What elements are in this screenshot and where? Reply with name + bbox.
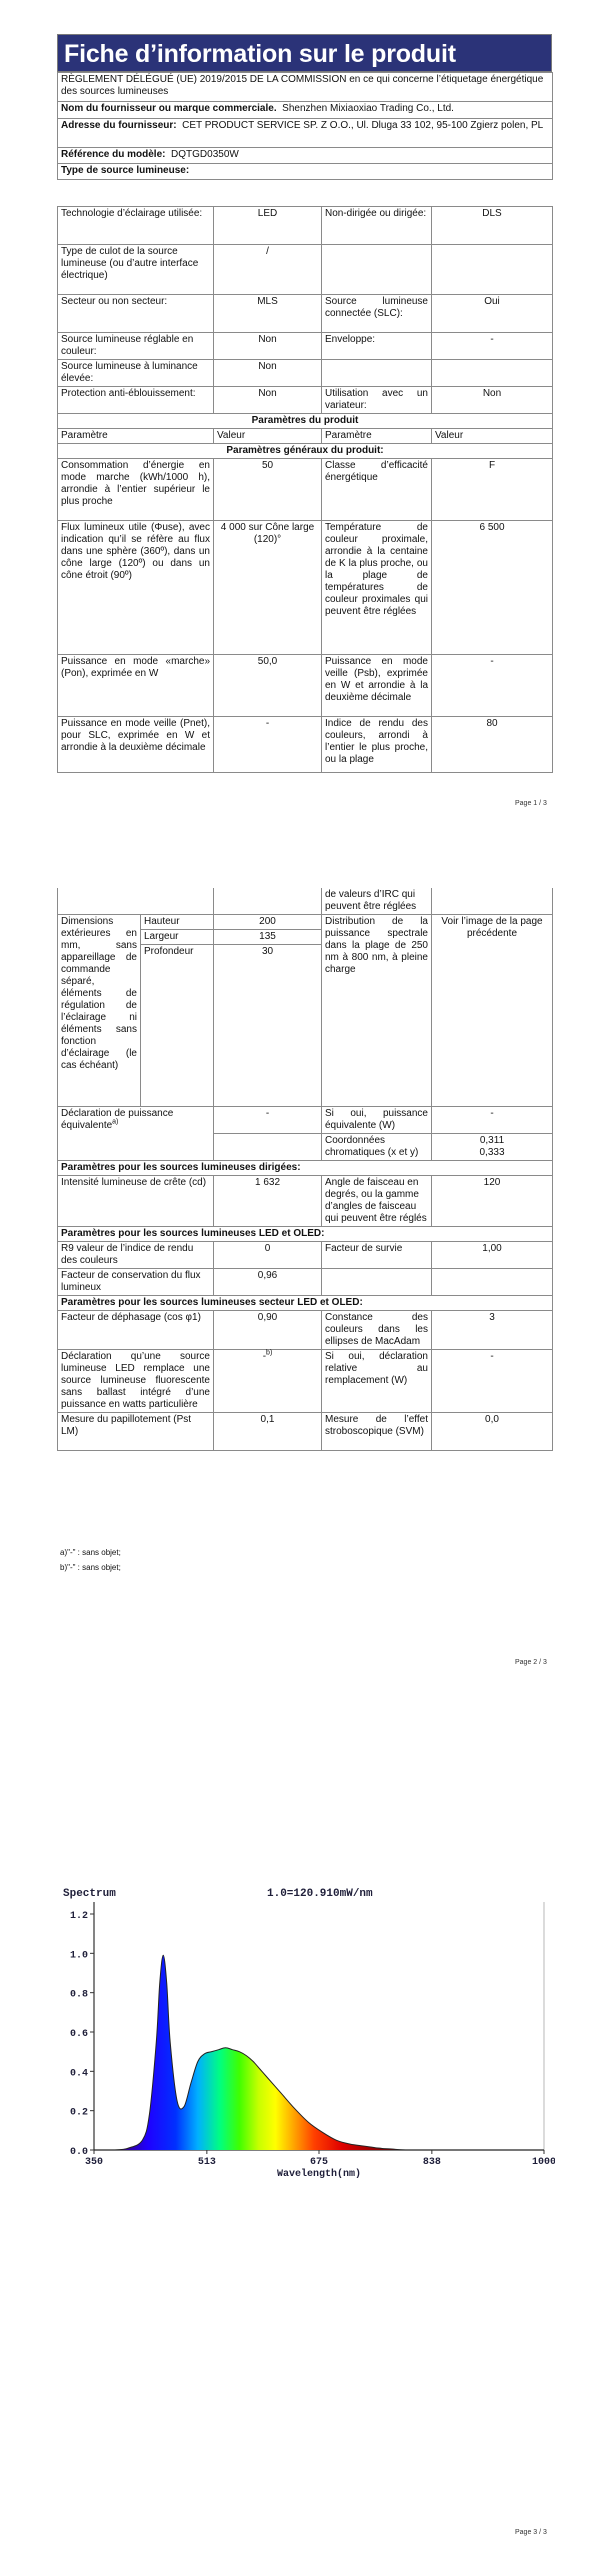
equiv2-value: - (432, 1107, 553, 1134)
type-label: Enveloppe: (322, 333, 432, 360)
empty-cell (432, 1269, 553, 1296)
model-row (58, 148, 553, 164)
chroma-y: 0,333 (479, 1147, 505, 1158)
type-value: - (432, 333, 553, 360)
param-label: Puissance en mode veille (Pnet), pour SLC, exprimée en W et arrondie à la deuxième décimale (58, 717, 214, 773)
mains-row (58, 1350, 553, 1413)
spd-label: Distribution de la puissance spectrale dans la plage de 250 nm à 800 nm, à pleine charge (322, 915, 432, 1107)
empty-cell (432, 888, 553, 915)
equiv2-label: Si oui, puissance équivalente (W) (322, 1107, 432, 1134)
replace-label: Déclaration qu’une source lumineuse LED remplace une source lumineuse fluorescente sans ballast intégré d’une puissance en watts particulière (58, 1350, 214, 1413)
dim-name: Largeur (141, 930, 214, 945)
y-tick-label: 1.2 (69, 1911, 88, 1922)
dim-value: 135 (214, 930, 322, 945)
type-value: Oui (432, 295, 553, 333)
y-tick-label: 0.0 (69, 2147, 88, 2158)
type-label: Source lumineuse à luminance élevée: (58, 360, 214, 387)
x-tick-label: 675 (309, 2157, 329, 2168)
col-param: Paramètre (322, 429, 432, 444)
type-row (58, 360, 553, 387)
general-row (58, 521, 553, 655)
general-row (58, 717, 553, 773)
svm-value: 0,0 (432, 1413, 553, 1451)
param-label: Classe d’efficacité énergétique (322, 459, 432, 521)
type-value: Non (432, 387, 553, 414)
param-value: 50,0 (214, 655, 322, 717)
directed-header: Paramètres pour les sources lumineuses dirigées: (58, 1161, 553, 1176)
r9-value: 0 (214, 1242, 322, 1269)
spectrum-svg (57, 1882, 555, 2182)
param-value: - (214, 717, 322, 773)
chroma-x: 0,311 (479, 1135, 505, 1146)
beam-label: Angle de faisceau en degrés, ou la gamme d’angles de faisceau qui peuvent être réglés (322, 1176, 432, 1227)
chroma-label: Coordonnées chromatiques (x et y) (322, 1134, 432, 1161)
spd-value: Voir l’image de la page précédente (432, 915, 553, 1107)
empty-cell (214, 888, 322, 915)
param-value: 4 000 sur Cône large (120)° (214, 521, 322, 655)
replace2-value: - (432, 1350, 553, 1413)
params-colhead-row (58, 429, 553, 444)
type-value: / (214, 245, 322, 295)
y-tick-label: 0.4 (69, 2068, 88, 2080)
chroma-values (432, 1134, 553, 1161)
model-value: DQTGD0350W (171, 149, 239, 160)
macadam-label: Constance des couleurs dans les ellipses de MacAdam (322, 1311, 432, 1350)
lumcons-label: Facteur de conservation du flux lumineux (58, 1269, 214, 1296)
type-label (322, 360, 432, 387)
dim-value: 200 (214, 915, 322, 930)
x-axis-label: Wavelength(nm) (276, 2169, 362, 2180)
type-value: Non (214, 333, 322, 360)
pst-label: Mesure du papillotement (Pst LM) (58, 1413, 214, 1451)
dim-value: 30 (214, 945, 322, 1107)
type-value: LED (214, 207, 322, 245)
macadam-value: 3 (432, 1311, 553, 1350)
param-label: Température de couleur proximale, arrondie à la centaine de K la plus proche, ou la plage de températures de couleur proximales qui peuvent être réglées (322, 521, 432, 655)
document-title: Fiche d’information sur le produit (64, 40, 456, 68)
mains-row (58, 1413, 553, 1451)
page-number: Page 2 / 3 (515, 1659, 547, 1666)
param-label: Indice de rendu des couleurs, arrondi à l’entier le plus proche, ou la plage (322, 717, 432, 773)
col-value: Valeur (214, 429, 322, 444)
type-row (58, 207, 553, 245)
mains-header-row (58, 1296, 553, 1311)
param-value: F (432, 459, 553, 521)
model-label: Référence du modèle: (61, 149, 166, 160)
params-header: Paramètres du produit (58, 414, 553, 429)
x-tick-label: 513 (197, 2157, 216, 2168)
phase-value: 0,90 (214, 1311, 322, 1350)
type-label: Non-dirigée ou dirigée: (322, 207, 432, 245)
page2-table (57, 888, 553, 1451)
empty-cell (214, 1134, 322, 1161)
col-value: Valeur (432, 429, 553, 444)
x-tick-label: 838 (422, 2157, 441, 2168)
equiv-label (58, 1107, 214, 1161)
svm-label: Mesure de l’effet stroboscopique (SVM) (322, 1413, 432, 1451)
surv-value: 1,00 (432, 1242, 553, 1269)
replace-value-cell (214, 1350, 322, 1413)
type-label: Utilisation avec un variateur: (322, 387, 432, 414)
type-label: Technologie d’éclairage utilisée: (58, 207, 214, 245)
type-label: Type de culot de la source lumineuse (ou d’autre interface électrique) (58, 245, 214, 295)
mains-header: Paramètres pour les sources lumineuses secteur LED et OLED: (58, 1296, 553, 1311)
dims-label: Dimensions extérieures en mm, sans appareillage de commande séparé, éléments de régulation de l’éclairage ni éléments sans fonction d’éclairage (le cas échéant) (58, 915, 141, 1107)
type-label: Source lumineuse réglable en couleur: (58, 333, 214, 360)
beam-value: 120 (432, 1176, 553, 1227)
param-value: 80 (432, 717, 553, 773)
replace-sup: b) (266, 1349, 273, 1357)
equiv-value: - (214, 1107, 322, 1134)
general-header: Paramètres généraux du produit: (58, 444, 553, 459)
param-label: Consommation d’énergie en mode marche (kWh/1000 h), arrondie à l’entier supérieur le plus proche (58, 459, 214, 521)
type-label: Source lumineuse connectée (SLC): (322, 295, 432, 333)
param-value: 6 500 (432, 521, 553, 655)
y-tick-label: 0.6 (69, 2029, 88, 2040)
param-value: 50 (214, 459, 322, 521)
supplier-row (58, 102, 553, 119)
type-value: Non (214, 360, 322, 387)
dims-row (58, 915, 553, 930)
led-header-row (58, 1227, 553, 1242)
regulation-text: RÈGLEMENT DÉLÉGUÉ (UE) 2019/2015 DE LA COMMISSION en ce qui concerne l’étiquetage énergétique des sources lumineuses (58, 73, 553, 102)
spectrum-chart (57, 1882, 555, 2182)
type-value: DLS (432, 207, 553, 245)
param-value: - (432, 655, 553, 717)
led-row (58, 1242, 553, 1269)
cont-row (58, 888, 553, 915)
page-number: Page 3 / 3 (515, 2529, 547, 2536)
general-row (58, 655, 553, 717)
x-tick-label: 350 (84, 2157, 104, 2168)
param-label: Puissance en mode «marche» (Pon), exprimée en W (58, 655, 214, 717)
replace-value: - (262, 1351, 267, 1362)
empty-cell (322, 1269, 432, 1296)
equiv-label-text: Déclaration de puissance équivalente (61, 1108, 174, 1131)
type-label (322, 245, 432, 295)
type-label: Protection anti-éblouissement: (58, 387, 214, 414)
r9-label: R9 valeur de l’indice de rendu des couleurs (58, 1242, 214, 1269)
cont-text: de valeurs d’IRC qui peuvent être réglées (322, 888, 432, 915)
address-label: Adresse du fournisseur: (61, 120, 177, 131)
footnote-b: b)"-" : sans objet; (60, 1563, 121, 1572)
y-tick-label: 1.0 (69, 1950, 88, 1962)
type-row (58, 387, 553, 414)
type-table (57, 206, 553, 773)
pst-value: 0,1 (214, 1413, 322, 1451)
type-row (58, 295, 553, 333)
type-value (432, 360, 553, 387)
phase-label: Facteur de déphasage (cos φ1) (58, 1311, 214, 1350)
general-row (58, 459, 553, 521)
dim-name: Profondeur (141, 945, 214, 1107)
dim-name: Hauteur (141, 915, 214, 930)
surv-label: Facteur de survie (322, 1242, 432, 1269)
directed-header-row (58, 1161, 553, 1176)
supplier-label: Nom du fournisseur ou marque commerciale. (61, 103, 277, 114)
led-row (58, 1269, 553, 1296)
type-row (58, 333, 553, 360)
type-row (58, 245, 553, 295)
mains-row (58, 1311, 553, 1350)
address-row (58, 119, 553, 148)
type-value: MLS (214, 295, 322, 333)
y-tick-label: 0.2 (69, 2107, 88, 2119)
peak-label: Intensité lumineuse de crête (cd) (58, 1176, 214, 1227)
params-header-row (58, 414, 553, 429)
type-header: Type de source lumineuse: (58, 164, 553, 180)
general-header-row (58, 444, 553, 459)
led-header: Paramètres pour les sources lumineuses LED et OLED: (58, 1227, 553, 1242)
equiv-row (58, 1107, 553, 1134)
y-tick-label: 0.8 (69, 1989, 88, 2001)
footnote-a: a)"-" : sans objet; (60, 1548, 121, 1557)
header-table (57, 72, 553, 180)
param-label: Flux lumineux utile (Φuse), avec indication qu’il se réfère au flux dans une sphère (360º), dans un cône large (120º) ou dans un cône étroit (90º) (58, 521, 214, 655)
peak-value: 1 632 (214, 1176, 322, 1227)
param-label: Puissance en mode veille (Psb), exprimée en W et arrondie à la deuxième décimale (322, 655, 432, 717)
directed-row (58, 1176, 553, 1227)
x-tick-label: 1000 (531, 2157, 555, 2168)
type-label: Secteur ou non secteur: (58, 295, 214, 333)
supplier-value: Shenzhen Mixiaoxiao Trading Co., Ltd. (282, 103, 454, 114)
page-number: Page 1 / 3 (515, 800, 547, 807)
chart-subtitle: 1.0=120.910mW/nm (267, 1888, 373, 1900)
type-value (432, 245, 553, 295)
col-param: Paramètre (58, 429, 214, 444)
empty-cell (58, 888, 214, 915)
type-value: Non (214, 387, 322, 414)
address-value: CET PRODUCT SERVICE SP. Z O.O., Ul. Dluga 33 102, 95-100 Zgierz polen, PL (182, 120, 544, 131)
lumcons-value: 0,96 (214, 1269, 322, 1296)
document-title-bar (57, 34, 552, 72)
chart-title: Spectrum (63, 1888, 116, 1900)
equiv-sup: a) (112, 1118, 119, 1126)
replace2-label: Si oui, déclaration relative au remplacement (W) (322, 1350, 432, 1413)
